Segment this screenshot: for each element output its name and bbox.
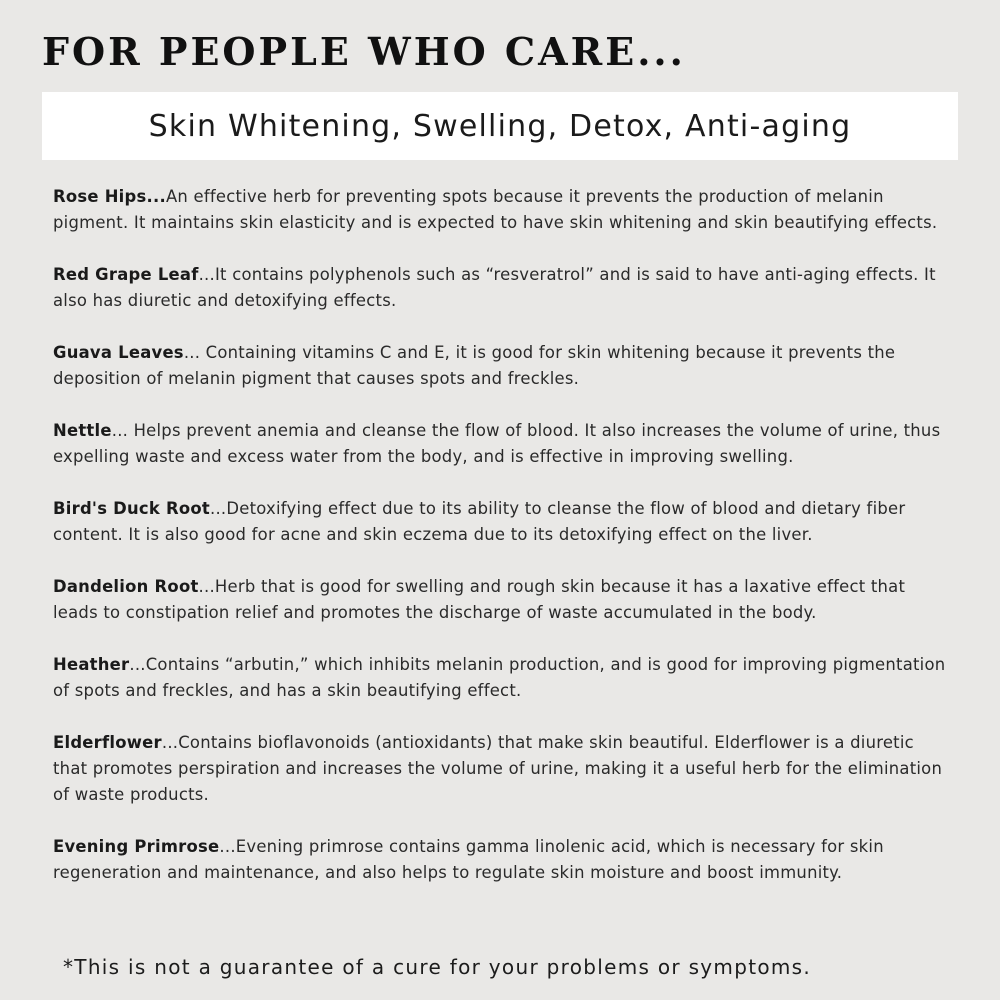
herb-description: ... Containing vitamins C and E, it is good for skin whitening because it prevents the deposition of melanin pigment that causes spots and freckles. bbox=[53, 343, 896, 388]
herb-name: Elderflower bbox=[53, 733, 162, 752]
herb-name: Dandelion Root bbox=[53, 577, 199, 596]
herb-description: ...It contains polyphenols such as “resveratrol” and is said to have anti-aging effects. It also has diuretic and detoxifying effects. bbox=[53, 265, 936, 310]
herb-description: ...Detoxifying effect due to its ability to cleanse the flow of blood and dietary fiber content. It is also good for acne and skin eczema due to its detoxifying effect on the liver. bbox=[53, 499, 906, 544]
herb-name: Heather bbox=[53, 655, 130, 674]
benefits-banner bbox=[42, 92, 958, 160]
herb-name: Red Grape Leaf bbox=[53, 265, 199, 284]
page-title: FOR PEOPLE WHO CARE... bbox=[42, 29, 686, 74]
herb-name: Guava Leaves bbox=[53, 343, 184, 362]
herb-item-elderflower bbox=[53, 730, 953, 808]
disclaimer: *This is not a guarantee of a cure for your problems or symptoms. bbox=[63, 955, 812, 979]
herb-name: Rose Hips... bbox=[53, 187, 166, 206]
herb-item-nettle bbox=[53, 418, 953, 470]
herb-name: Bird's Duck Root bbox=[53, 499, 210, 518]
herb-description: ...Contains “arbutin,” which inhibits melanin production, and is good for improving pigmentation of spots and freckles, and has a skin beautifying effect. bbox=[53, 655, 946, 700]
herb-description: ... Helps prevent anemia and cleanse the flow of blood. It also increases the volume of urine, thus expelling waste and excess water from the body, and is effective in improving swelling. bbox=[53, 421, 941, 466]
herb-item-heather bbox=[53, 652, 953, 704]
herb-item-dandelion-root bbox=[53, 574, 953, 626]
herb-list bbox=[53, 184, 953, 912]
herb-item-birds-duck-root bbox=[53, 496, 953, 548]
herb-item-evening-primrose bbox=[53, 834, 953, 886]
herb-name: Nettle bbox=[53, 421, 112, 440]
herb-description: ...Contains bioflavonoids (antioxidants) that make skin beautiful. Elderflower is a diuretic that promotes perspiration and increases the volume of urine, making it a useful herb for the elimination of waste products. bbox=[53, 733, 943, 804]
herb-description: ...Herb that is good for swelling and rough skin because it has a laxative effect that leads to constipation relief and promotes the discharge of waste accumulated in the body. bbox=[53, 577, 906, 622]
benefits-banner-text: Skin Whitening, Swelling, Detox, Anti-aging bbox=[148, 108, 852, 144]
herb-name: Evening Primrose bbox=[53, 837, 220, 856]
herb-description: ...Evening primrose contains gamma linolenic acid, which is necessary for skin regeneration and maintenance, and also helps to regulate skin moisture and boost immunity. bbox=[53, 837, 884, 882]
herb-item-rose-hips bbox=[53, 184, 953, 236]
herb-item-guava-leaves bbox=[53, 340, 953, 392]
herb-item-red-grape-leaf bbox=[53, 262, 953, 314]
herb-description: An effective herb for preventing spots because it prevents the production of melanin pigment. It maintains skin elasticity and is expected to have skin whitening and skin beautifying effects. bbox=[53, 187, 938, 232]
